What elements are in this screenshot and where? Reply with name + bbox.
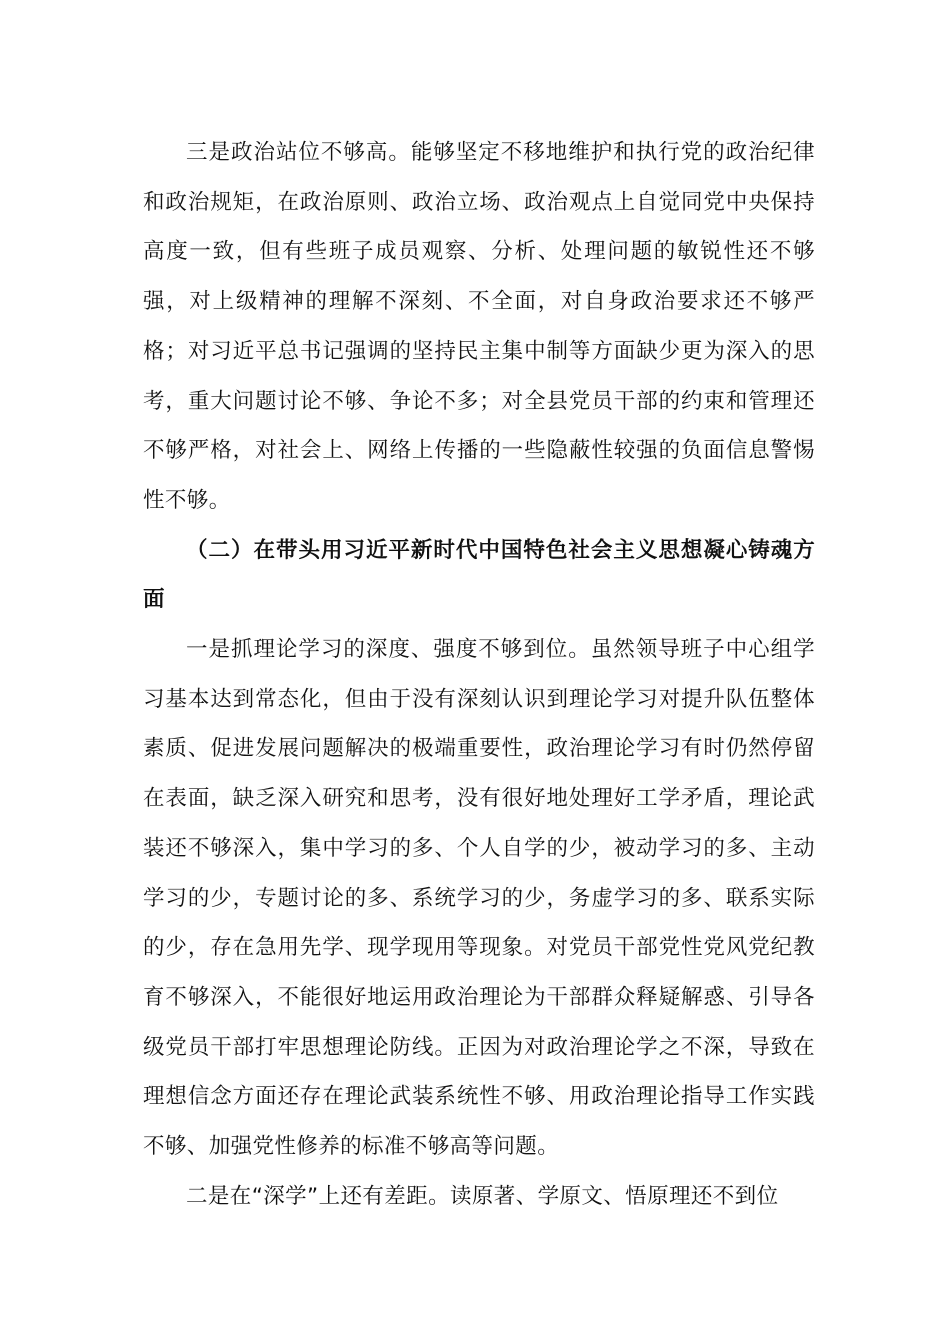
paragraph-theory-study: 一是抓理论学习的深度、强度不够到位。虽然领导班子中心组学习基本达到常态化，但由于没有深刻认识到理论学习对提升队伍整体素质、促进发展问题解决的极端重要性，政治理论学习有时仍然停留在表面，缺乏深入研究和思考，没有很好地处理好工学矛盾，理论武装还不够深入，集中学习的多、个人自学的少，被动学习的多、主动学习的少，专题讨论的多、系统学习的少，务虚学习的多、联系实际的少，存在急用先学、现学现用等现象。对党员干部党性党风党纪教育不够深入，不能很好地运用政治理论为干部群众释疑解惑、引导各级党员干部打牢思想理论防线。正因为对政治理论学之不深，导致在理想信念方面还存在理论武装系统性不够、用政治理论指导工作实践不够、加强党性修养的标准不够高等问题。 xyxy=(143,637,815,1160)
document-body xyxy=(143,128,815,1221)
paragraph-deep-study: 二是在“深学”上还有差距。读原著、学原文、悟原理还不到位 xyxy=(186,1183,779,1209)
section-heading: （二）在带头用习近平新时代中国特色社会主义思想凝心铸魂方面 xyxy=(143,537,815,613)
paragraph-political-stance: 三是政治站位不够高。能够坚定不移地维护和执行党的政治纪律和政治规矩，在政治原则、政治立场、政治观点上自觉同党中央保持高度一致，但有些班子成员观察、分析、处理问题的敏锐性还不够强，对上级精神的理解不深刻、不全面，对自身政治要求还不够严格；对习近平总书记强调的坚持民主集中制等方面缺少更为深入的思考，重大问题讨论不够、争论不多；对全县党员干部的约束和管理还不够严格，对社会上、网络上传播的一些隐蔽性较强的负面信息警惕性不够。 xyxy=(143,140,815,513)
